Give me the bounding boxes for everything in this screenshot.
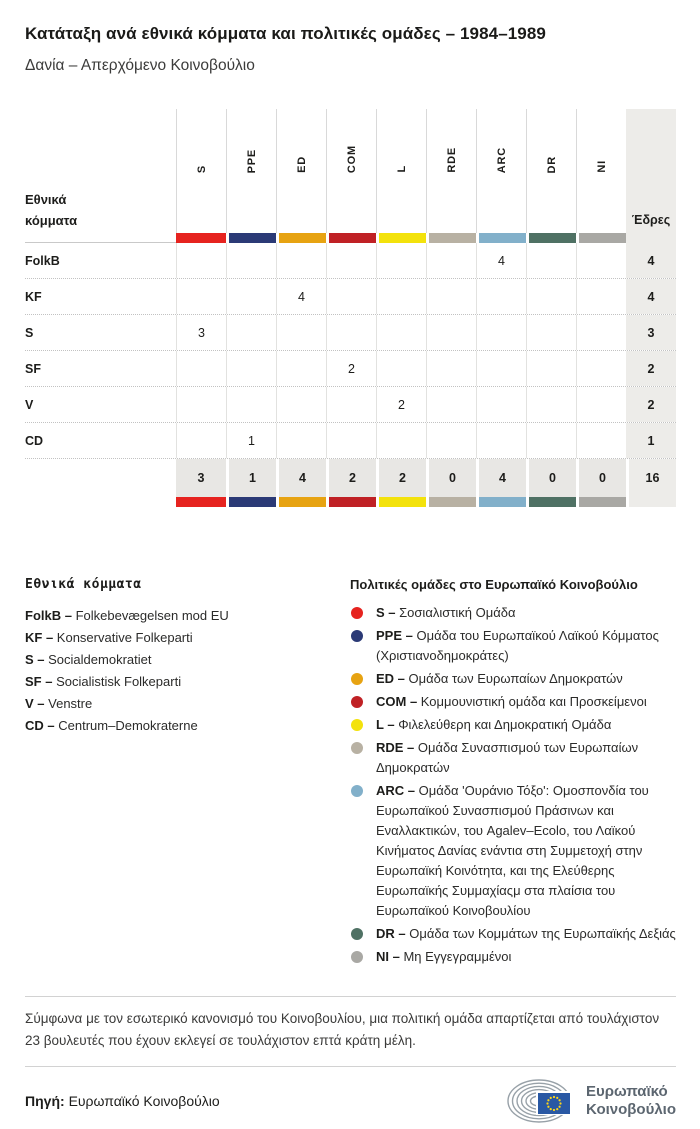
cell: [476, 279, 526, 314]
cell: [276, 387, 326, 422]
party-label: CD: [25, 433, 44, 448]
legend-item: DR – Ομάδα των Κομμάτων της Ευρωπαϊκής Δεξιάς: [350, 924, 676, 944]
group-color-swatch: [276, 233, 326, 243]
group-color-swatch: [526, 233, 576, 243]
legend-item: KF – Konservative Folkeparti: [25, 630, 193, 645]
legend-item: ARC – Ομάδα 'Ουράνιο Τόξο': Ομοσπονδία του Ευρωπαϊκού Συνασπισμού Πράσινων και Εναλλακτικών, του Agalev–Ecolo, του Λαϊκού Κινήματος Δανίας ενάντια στη Συμμετοχή στην Ευρωπαϊκή Κοινότητα, και της Ελεύθερης Ευρωπαϊκής Συμμαχίαςμ στα πλαίσια του Ευρωπαϊκού Κοινοβουλίου: [350, 781, 676, 921]
legend-item: SF – Socialistisk Folkeparti: [25, 674, 182, 689]
cell: [426, 279, 476, 314]
column-header-L: L: [376, 109, 426, 233]
seats-cell: 3: [626, 315, 676, 350]
group-color-dot-icon: [351, 951, 363, 963]
group-color-swatch: [176, 233, 226, 243]
cell: [226, 279, 276, 314]
cell: [176, 423, 226, 458]
cell: [226, 351, 276, 386]
column-header-S: S: [176, 109, 226, 233]
legend-item: S – Socialdemokratiet: [25, 652, 152, 667]
group-color-swatch: [326, 497, 376, 507]
legend-parties-heading: Εθνικά κόμματα: [25, 577, 142, 592]
seats-header-cell: Έδρες: [626, 109, 676, 233]
group-color-swatch: [426, 497, 476, 507]
group-color-swatch: [226, 233, 276, 243]
legend-item: V – Venstre: [25, 696, 93, 711]
cell: [326, 315, 376, 350]
cell: [376, 315, 426, 350]
row-header-label: Εθνικά κόμματα: [25, 192, 78, 228]
group-color-swatch: [376, 497, 426, 507]
page-title: Κατάταξη ανά εθνικά κόμματα και πολιτικές ομάδες – 1984–1989: [25, 24, 546, 43]
cell: [476, 387, 526, 422]
column-header-ED: ED: [276, 109, 326, 233]
cell: [526, 279, 576, 314]
column-header-NI: NI: [576, 109, 626, 233]
cell: [526, 387, 576, 422]
source-label: Πηγή:: [25, 1093, 65, 1109]
seats-cell: 4: [626, 279, 676, 314]
cell: [326, 423, 376, 458]
cell: [576, 351, 626, 386]
cell: [176, 243, 226, 278]
table-row-KF: [25, 279, 676, 315]
total-cell: 2: [326, 459, 376, 497]
legend-item: L – Φιλελεύθερη και Δημοκρατική Ομάδα: [350, 715, 676, 735]
cell: [226, 315, 276, 350]
cell: [576, 423, 626, 458]
group-color-swatch: [376, 233, 426, 243]
cell: [226, 243, 276, 278]
group-color-dot-icon: [351, 928, 363, 940]
group-color-dot-icon: [351, 785, 363, 797]
row-header-cell: [25, 109, 176, 233]
cell: [476, 351, 526, 386]
total-cell: 4: [276, 459, 326, 497]
legend-political-groups: [350, 577, 676, 970]
column-header-RDE: RDE: [426, 109, 476, 233]
column-header-DR: DR: [526, 109, 576, 233]
group-color-dot-icon: [351, 673, 363, 685]
total-cell: 0: [576, 459, 626, 497]
footer-bar: [25, 1073, 676, 1129]
totals-row: [25, 459, 676, 497]
table-row-SF: [25, 351, 676, 387]
cell: [176, 279, 226, 314]
column-header-ARC: ARC: [476, 109, 526, 233]
group-color-dot-icon: [351, 696, 363, 708]
cell: 4: [476, 243, 526, 278]
legend-item: FolkB – Folkebevægelsen mod EU: [25, 608, 229, 623]
legend-item: CD – Centrum–Demokraterne: [25, 718, 198, 733]
group-color-swatch: [426, 233, 476, 243]
cell: [476, 315, 526, 350]
cell: [376, 423, 426, 458]
cell: [576, 279, 626, 314]
total-cell: 0: [526, 459, 576, 497]
total-cell: 0: [426, 459, 476, 497]
group-color-swatch: [576, 233, 626, 243]
source-line: [25, 1093, 220, 1109]
group-color-swatch: [476, 497, 526, 507]
cell: [176, 351, 226, 386]
cell: [276, 315, 326, 350]
source-value: Ευρωπαϊκό Κοινοβούλιο: [68, 1093, 220, 1109]
legend-item: ED – Ομάδα των Ευρωπαίων Δημοκρατών: [350, 669, 676, 689]
infographic: [0, 24, 700, 1129]
column-header-COM: COM: [326, 109, 376, 233]
cell: [526, 423, 576, 458]
party-label: SF: [25, 361, 41, 376]
cell: [426, 351, 476, 386]
cell: [276, 423, 326, 458]
cell: [226, 387, 276, 422]
party-label: KF: [25, 289, 42, 304]
divider: [25, 996, 676, 997]
divider: [25, 1066, 676, 1067]
cell: 4: [276, 279, 326, 314]
cell: 3: [176, 315, 226, 350]
group-color-strip-top: [25, 233, 676, 243]
header-underline: [25, 233, 176, 243]
group-color-swatch: [526, 497, 576, 507]
total-seats-cell: 16: [626, 459, 676, 497]
cell: [376, 351, 426, 386]
group-color-strip-bottom: [25, 497, 676, 507]
total-cell: 4: [476, 459, 526, 497]
ep-hemicycle-icon: [506, 1076, 578, 1126]
group-color-swatch: [226, 497, 276, 507]
cell: [476, 423, 526, 458]
seats-table: [25, 109, 676, 507]
group-color-dot-icon: [351, 719, 363, 731]
cell: [276, 351, 326, 386]
table-row-S: [25, 315, 676, 351]
cell: [426, 387, 476, 422]
cell: [526, 243, 576, 278]
group-color-dot-icon: [351, 630, 363, 642]
cell: [426, 315, 476, 350]
seats-cell: 2: [626, 351, 676, 386]
cell: [276, 243, 326, 278]
table-header-row: [25, 109, 676, 233]
totals-label-cell: [25, 459, 176, 497]
european-parliament-logo: [506, 1076, 676, 1126]
group-color-swatch: [476, 233, 526, 243]
strip-spacer: [25, 497, 176, 507]
cell: [576, 315, 626, 350]
seats-column-filler: [626, 497, 676, 507]
page-subtitle: Δανία – Απερχόμενο Κοινοβούλιο: [25, 57, 255, 74]
group-color-swatch: [276, 497, 326, 507]
seats-cell: 4: [626, 243, 676, 278]
cell: [426, 423, 476, 458]
cell: [326, 279, 376, 314]
group-color-dot-icon: [351, 607, 363, 619]
party-label: S: [25, 325, 34, 340]
cell: [326, 243, 376, 278]
total-cell: 1: [226, 459, 276, 497]
cell: 2: [326, 351, 376, 386]
total-cell: 3: [176, 459, 226, 497]
legend-item: COM – Κομμουνιστική ομάδα και Προσκείμενοι: [350, 692, 676, 712]
cell: [576, 387, 626, 422]
cell: [426, 243, 476, 278]
legend-item: PPE – Ομάδα του Ευρωπαϊκού Λαϊκού Κόμματος (Χριστιανοδημοκράτες): [350, 626, 676, 666]
group-color-swatch: [326, 233, 376, 243]
total-cell: 2: [376, 459, 426, 497]
table-row-V: [25, 387, 676, 423]
cell: [526, 351, 576, 386]
cell: [326, 387, 376, 422]
table-row-FolkB: [25, 243, 676, 279]
seats-cell: 1: [626, 423, 676, 458]
group-color-swatch: [576, 497, 626, 507]
legend-item: RDE – Ομάδα Συνασπισμού των Ευρωπαίων Δημοκρατών: [350, 738, 676, 778]
column-header-PPE: PPE: [226, 109, 276, 233]
party-label: FolkB: [25, 253, 60, 268]
ep-logo-text: Ευρωπαϊκό Κοινοβούλιο: [585, 1083, 676, 1118]
cell: 2: [376, 387, 426, 422]
legend-groups-heading: Πολιτικές ομάδες στο Ευρωπαϊκό Κοινοβούλιο: [350, 577, 638, 592]
cell: [376, 243, 426, 278]
group-color-dot-icon: [351, 742, 363, 754]
seats-cell: 2: [626, 387, 676, 422]
seats-column-filler: [626, 233, 676, 243]
cell: [526, 315, 576, 350]
legends: [25, 577, 676, 970]
cell: [176, 387, 226, 422]
legend-national-parties: [25, 577, 350, 970]
cell: [376, 279, 426, 314]
party-label: V: [25, 397, 34, 412]
footnote: Σύμφωνα με τον εσωτερικό κανονισμό του Κοινοβουλίου, μια πολιτική ομάδα απαρτίζεται από τουλάχιστον 23 βουλευτές που έχουν εκλεγεί σε τουλάχιστον επτά κράτη μέλη.: [25, 1011, 660, 1048]
legend-item: S – Σοσιαλιστική Ομάδα: [350, 603, 676, 623]
cell: 1: [226, 423, 276, 458]
group-color-swatch: [176, 497, 226, 507]
legend-item: NI – Μη Εγγεγραμμένοι: [350, 947, 676, 967]
table-row-CD: [25, 423, 676, 459]
cell: [576, 243, 626, 278]
